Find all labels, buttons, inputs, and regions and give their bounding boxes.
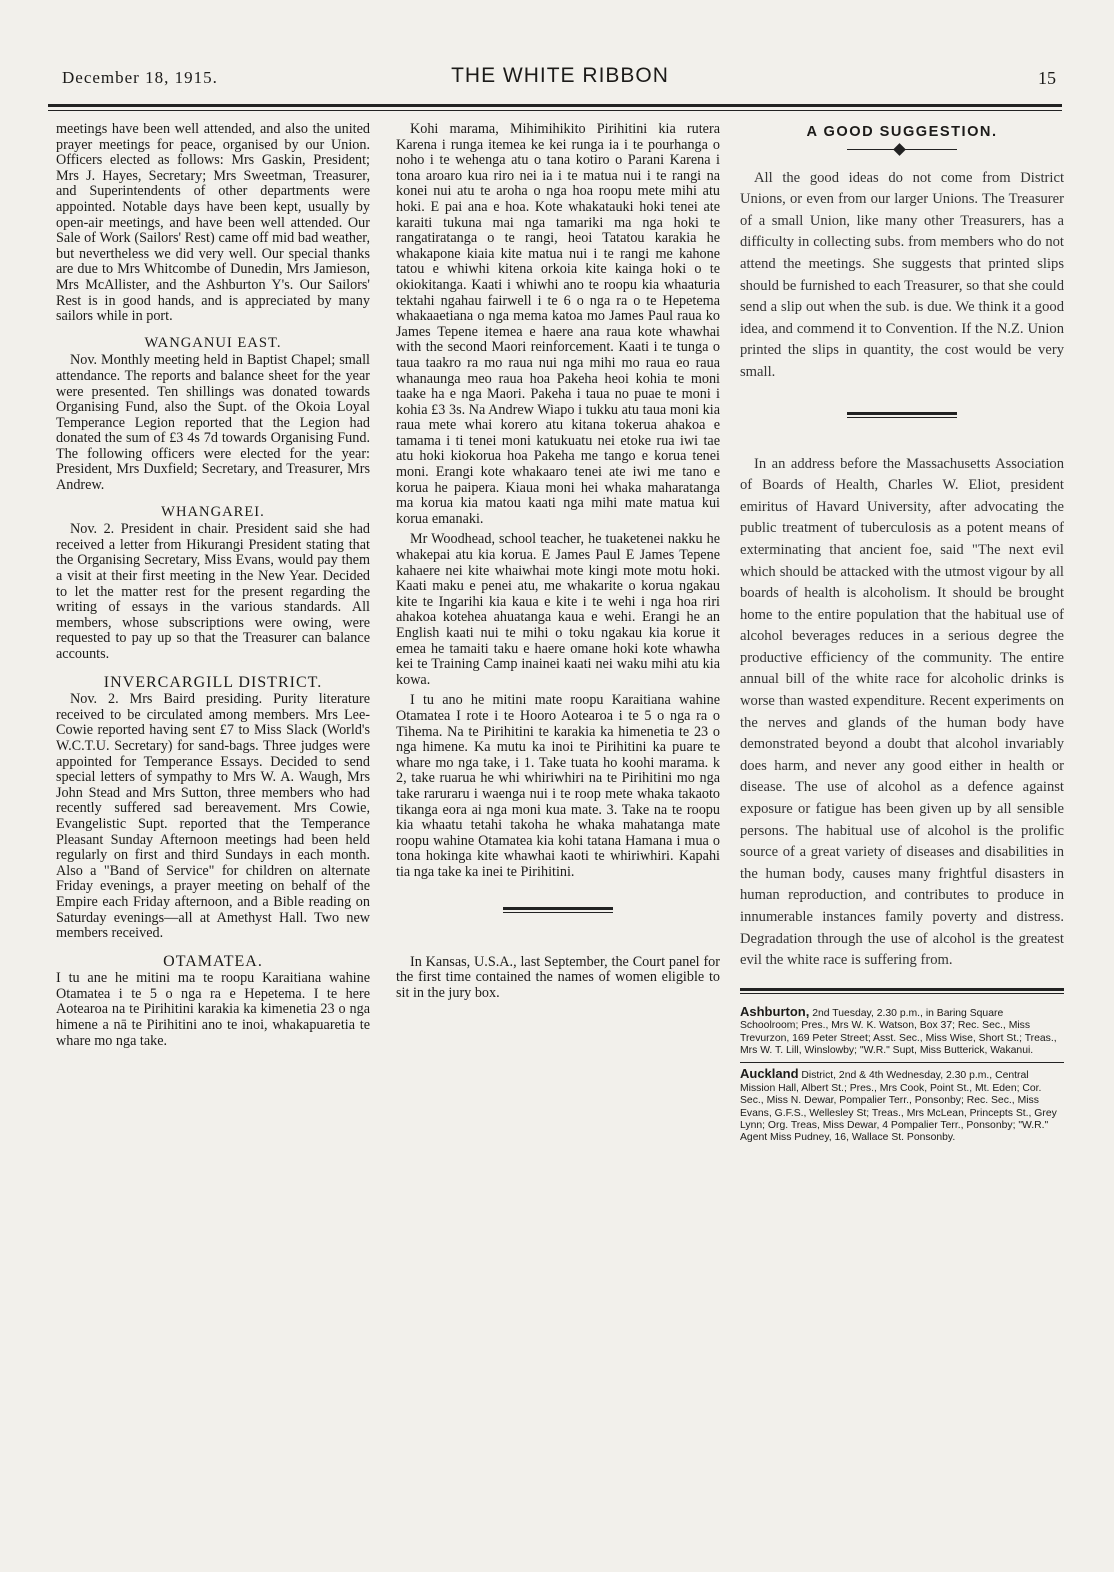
page-number: 15 [1038, 68, 1056, 88]
masthead-rule [48, 104, 1062, 111]
invercargill-report: Nov. 2. Mrs Baird presiding. Purity literature received to be circulated among members. Mrs Lee-Cowie reported having sent £7 to Miss Slack (World's W.C.T.U. Secretary) for sand-bags. Three judges were appointed for Temperance Essays. Decided to send special letters of sympathy to Mrs W. A. Waugh, Mrs John Stead and Mrs Sutton, three members who had recently suffered sad bereavement. Mrs Cowie, Evangelistic Supt. reported that the Temperance Pleasant Sunday Afternoon meetings had been held regularly on first and third Sundays in each month. Also a "Band of Service" for children on alternate Friday evenings, a prayer meeting on behalf of the Empire each Friday afternoon, and a Bible reading on Saturday evenings—all at Amethyst Hall. Two new members received. [56, 691, 370, 942]
section-divider [847, 412, 957, 418]
article-heading-good-suggestion: A GOOD SUGGESTION. [806, 124, 998, 140]
directory-details: District, 2nd & 4th Wednesday, 2.30 p.m., Central Mission Hall, Albert St.; Pres., Mrs Cook, Point St., Mt. Eden; Cor. Sec., Miss N. Dewar, Pompalier Terr., Ponsonby; Rec. Sec., Miss Evans, G.F.S., Wellesley St; Treas., Mrs McLean, Princepts St., Grey Lynn; Org. Treas, Miss Dewar, 4 Pompalier Terr., Ponsonby; "W.R." Agent Miss Pudney, 16, Wallace St. Ponsonby. [740, 1070, 1057, 1144]
union-report-continued: meetings have been well attended, and also the united prayer meetings for peace, organised by our Union. Officers elected as follows: Mrs Gaskin, President; Mrs J. Hayes, Secretary; Mrs Sweetman, Treasurer, and Superintendents of other departments were appointed. Notable days have been kept, usually by open-air meetings, and have been well attended. Our Sale of Work (Sailors' Rest) came off mid bad weather, but nevertheless we did very well. Our special thanks are due to Mrs Whitcombe of Dunedin, Mrs Jamieson, Mrs McAllister, and the Ashburton Y's. Our Sailors' Rest is in good hands, and is appreciated by many sailors while in port. [56, 121, 370, 325]
section-heading-whangarei: WHANGAREI. [161, 503, 265, 520]
masthead [60, 62, 1060, 102]
directory-separator [740, 1062, 1064, 1063]
column-middle [396, 122, 720, 1001]
good-suggestion-text: All the good ideas do not come from District Unions, or even from our larger Unions. The Treasurer of a small Union, like many other Treasurers, has a difficulty in collecting subs. from members who do not attend the meetings. She suggests that printed slips should be furnished to each Treasurer, so that she could send a slip out when the sub. is due. We think it a good idea, and commend it to Convention. If the N.Z. Union printed the slips in quantity, the cost would be very small. [740, 169, 1064, 380]
maori-report-paragraph-3: I tu ano he mitini mate roopu Karaitiana wahine Otamatea I rote i te Hooro Aotearoa i te 5 o nga ra o Tihema. Na te Pirihitini te karakia ka himenetia te 23 o nga himene. Ka mutu ka inoi te Pirihitini ka puare te whare mo nga take, i 1. Take tuata ho koohi marama. k 2, take ruarua he whi whiriwhiri na te Pirihitini mo nga take raruraru i waenga nui i te roop mete whaka takaoto tikanga eora ai nga moni kua mate. 3. Take na te roopu kia whaatu tetahi takoha he whaka mahatanga mate roopu wahine Otamatea kia kohi tatana Hamana i mua o tona hokinga kite whawhai kaoti te whiriwhiri. Kapahi tia nga take ka inei te Pirihitini. [396, 692, 720, 880]
section-divider [503, 907, 613, 913]
directory-entry-auckland [740, 1068, 1064, 1144]
column-left [56, 122, 370, 1049]
section-heading-wanganui-east: WANGANUI EAST. [144, 334, 282, 351]
wanganui-east-report: Nov. Monthly meeting held in Baptist Chapel; small attendance. The reports and balance sheet for the year were presented. Ten shillings was donated towards Organising Fund, also the Supt. of the Okoia Loyal Temperance Legion reported that the Legion had donated the sum of £3 4s 7d towards Organising Fund. The following officers were elected for the year: President, Mrs Duxfield; Secretary, and Treasurer, Mrs Andrew. [56, 352, 370, 494]
directory-name: Ashburton, [740, 1003, 810, 1019]
directory-divider [740, 988, 1064, 994]
column-right [740, 122, 1064, 1145]
directory-entry-ashburton [740, 1003, 1064, 1058]
ornament-divider [847, 144, 957, 156]
maori-report-paragraph-2: Mr Woodhead, school teacher, he tuaketenei nakku he whakepai atu kia korua. E James Paul E James Tepene kahaere nei kite whaiwhai mote kingi mote motu hoki. Kaati maku e penei atu, me whakarite o korua ngakau kite te Ingarihi kia kaua e kite i te wehi i nga hoa riri ahakoa kotehea ahuatanga kaua e wehi. Erangi he an English kaati nui te mihi o toku ngakau kia korue it emea he tamaiti taku e haere omane hoki kote whawha kei te Training Camp inainei kaati nei waku mihi atu kia kowa. [396, 531, 720, 688]
directory-details: 2nd Tuesday, 2.30 p.m., in Baring Square Schoolroom; Pres., Mrs W. K. Watson, Box 37; Rec. Sec., Miss Trevurzon, 169 Peter Street; Asst. Sec., Miss Wise, Short St.; Treas., Mrs W. T. Lill, Winslowby; "W.R." Supt, Miss Butterick, Wakanui. [740, 1007, 1057, 1056]
section-heading-invercargill: INVERCARGILL DISTRICT. [103, 673, 323, 691]
kansas-news-item: In Kansas, U.S.A., last September, the Court panel for the first time contained the names of women eligible to sit in the jury box. [396, 953, 720, 1001]
otamatea-report: I tu ane he mitini ma te roopu Karaitiana wahine Otamatea i te 5 o nga ra e Hepetema. I te here Aotearoa na te Pirihitini karakia ka kimenetia 23 o nga himene a nā te Pirihitini ano te inoi, whakapuaretia te whare mo nga take. [56, 970, 370, 1049]
directory-name: Auckland [740, 1066, 799, 1082]
maori-report-paragraph-1: Kohi marama, Mihimihikito Pirihitini kia rutera Karena i runga itemea ke kei runga ia i te pourhanga o noho i te wehenga atu o tana kotiro o Parani Karena i tona aroaro kua riro nei ia i te matua nui i te rangi na konei nui atu te aroha o nga hoa roopu mete mihi atu hoki. E pai ana e hoa. Kote whakatauki hoki tenei ate karaiti tukuna mai nga tamariki ma nga hoki te rangatiratanga o te rangi, heoi Tatatou karakia he whakapone kiaia kite matua nui i te rangi me kahone tatou e whiwhi kitena orkoia kite kainga hoki o te okiokitanga. Kaati i whiwhi ano te roopu kia whaaturia tektahi ngahau fairwell i te 6 o nga ra o te Hepetema whakaaetiana o nga mema katoa mo James Paul raua ko James Tepene itemea e haere ana raua kote whawhai with the second Maori reinforcement. Kaati i te tunga o taua taakro ra mo raua nui nga mihi mo raua eo raua whanaunga meo raua hoa Pakeha heoi kohia te moni taake ha e nga Maori. Pakeha i taua no puae te moni i kohia £3 3s. Na Andrew Wiapo i tukku atu taua moni kia raua mete whai korero atu kitana tokerua ahakoa e tamama i ti tenei moni katukuatu nei etoke rua iwi tae atu hoki kiokorua hoa Pakeha me tango e korua tenei moni. Erangi kote whakaaro tenei ate iwi me tano e korua he paipera. Kiaua moni hei whaka maharatanga ma korua kia matou kaati nga mihi mate matua kui korua emanaki. [396, 121, 720, 527]
whangarei-report: Nov. 2. President in chair. President said she had received a letter from Hikurangi President stating that the Organising Secretary, Miss Evans, would pay them a visit at their first meeting in the New Year. Decided to let the matter rest for the present regarding the writing of essays in the various standards. All members, whose subscriptions were owing, were requested to pay up so that the Treasurer can balance accounts. [56, 521, 370, 662]
issue-date: December 18, 1915. [62, 68, 218, 87]
publication-title: THE WHITE RIBBON [451, 64, 669, 87]
section-heading-otamatea: OTAMATEA. [163, 952, 263, 970]
alcohol-address-text: In an address before the Massachusetts Association of Boards of Health, Charles W. Eliot, president emiritus of Havard University, after advocating the public treatment of tuberculosis as a potent means of exterminating that ancient foe, said "The next evil which should be attacked with the utmost vigour by all boards of health is alcoholism. It should be brought home to the entire population that the habitual use of alcohol beverages reduces in a serious degree the productive efficiency of the community. The entire annual bill of the white race for alcoholic drinks is worse than wasted expenditure. Recent experiments on the nerves and glands of the human body have demonstrated beyond a doubt that alcohol invariably does harm, and never any good either in health or disease. The use of alcohol as a defence against exposure or fatigue has been given up by all sensible persons. The habitual use of alcohol is the prolific source of a great variety of diseases and disabilities in the human body, causes many frightful disasters in human reproduction, and contributes to produce in innumerable instances family poverty and distress. Degradation through the use of alcohol is the greatest evil the white race is suffering from. [740, 455, 1064, 969]
